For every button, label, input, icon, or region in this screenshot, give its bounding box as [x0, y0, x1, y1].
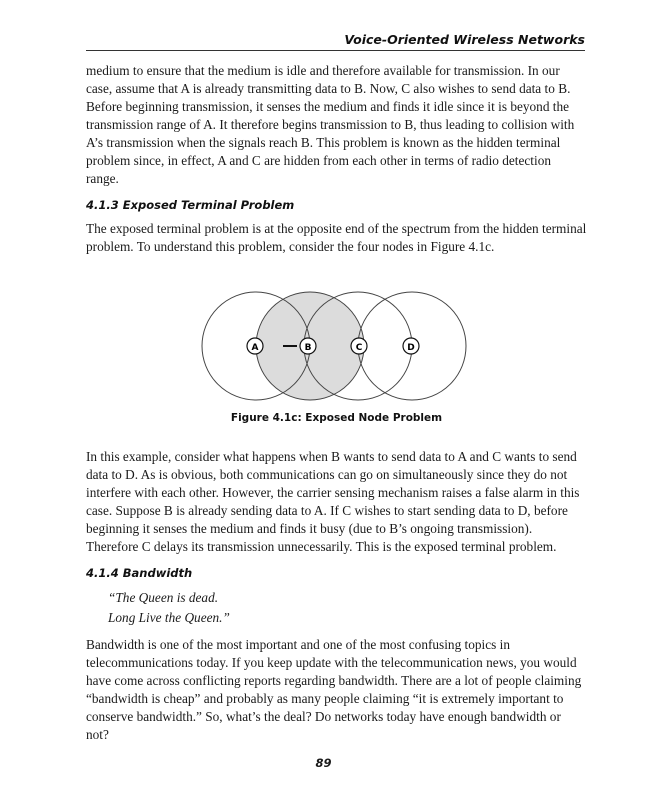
- section-heading-exposed-terminal: 4.1.3 Exposed Terminal Problem: [86, 198, 295, 212]
- node-a: [247, 338, 263, 354]
- page-number: 89: [315, 756, 332, 770]
- node-b-label: B: [304, 343, 312, 353]
- exposed-node-diagram: [86, 266, 587, 406]
- node-d: [403, 338, 419, 354]
- figure-exposed-node: [86, 266, 587, 436]
- paragraph-bandwidth: Bandwidth is one of the most important and one of the most confusing topics in telecommunications today. If you keep update with the telecommunication news, you would have come across conflicting reports regarding bandwidth. There are a lot of people claiming “bandwidth is cheap” and probably as many people claiming “it is extremely important to conserve bandwidth.” So, what’s the deal? Do networks today have enough bandwidth or not?: [86, 637, 582, 742]
- quote-line-2: Long Live the Queen.”: [108, 610, 230, 625]
- quote-line-1: “The Queen is dead.: [108, 590, 219, 605]
- page-content: [86, 62, 587, 754]
- node-a-label: A: [251, 343, 259, 353]
- paragraph-exposed-terminal-example: In this example, consider what happens when B wants to send data to A and C wants to send data to D. As is obvious, both communications can go on simultaneously since they do not interfere with each other. However, the carrier sensing mechanism raises a false alarm in this case. Suppose B is already sending data to A. If C wishes to start sending data to D, before beginning it senses the medium and finds it busy (due to B’s ongoing transmission). Therefore C delays its transmission unnecessarily. This is the exposed terminal problem.: [86, 449, 580, 554]
- paragraph-hidden-terminal-end: medium to ensure that the medium is idle and therefore available for transmission. In our case, assume that A is already transmitting data to B. Now, C also wishes to send data to B. Before beginning transmission, it senses the medium and finds it idle since it is beyond the transmission range of A. It therefore begins transmission to B, thus leading to collision with A’s transmission when the signals reach B. This problem is known as the hidden terminal problem since, in effect, A and C are hidden from each other in terms of radio detection range.: [86, 63, 575, 186]
- node-c: [351, 338, 367, 354]
- node-d-label: D: [407, 343, 415, 353]
- figure-caption: Figure 4.1c: Exposed Node Problem: [230, 412, 443, 424]
- epigraph-quote: [108, 588, 587, 628]
- paragraph-exposed-terminal-intro: The exposed terminal problem is at the opposite end of the spectrum from the hidden terminal problem. To understand this problem, consider the four nodes in Figure 4.1c.: [86, 221, 587, 254]
- section-heading-bandwidth: 4.1.4 Bandwidth: [86, 566, 193, 580]
- running-head: Voice-Oriented Wireless Networks: [344, 32, 585, 47]
- header-rule: [86, 50, 585, 51]
- node-b: [300, 338, 316, 354]
- node-c-label: C: [355, 343, 363, 353]
